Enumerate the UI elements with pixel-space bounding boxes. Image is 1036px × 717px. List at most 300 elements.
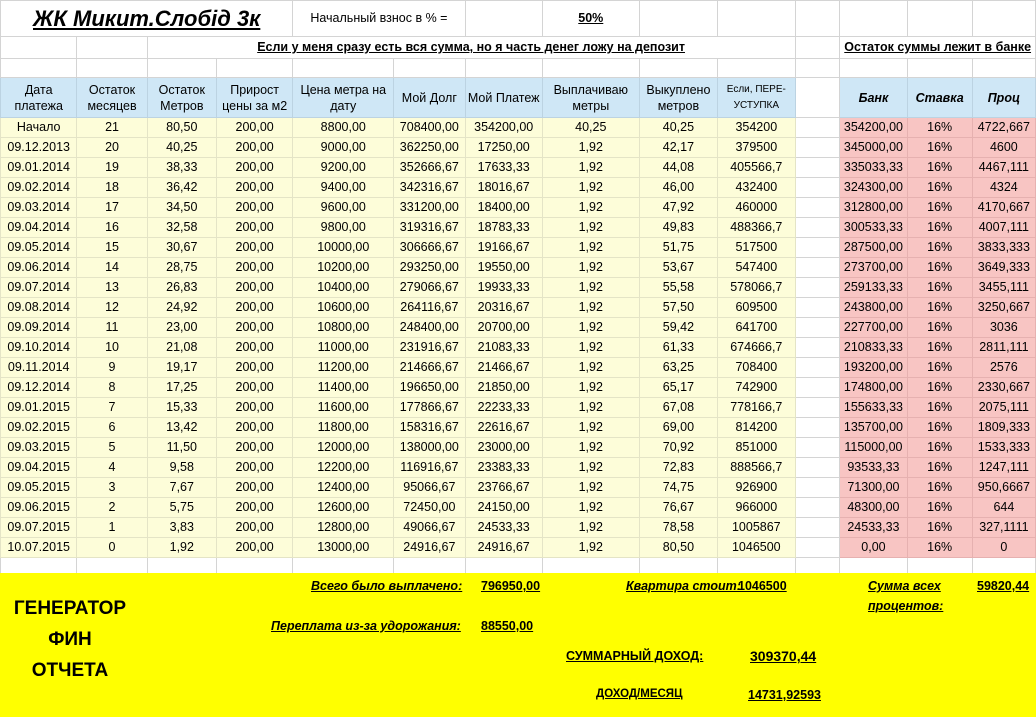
cell-rate[interactable]: 16%	[907, 518, 972, 538]
cell-bought[interactable]: 59,42	[639, 318, 717, 338]
cell-pay-meters[interactable]: 1,92	[542, 518, 639, 538]
cell-meters[interactable]: 24,92	[147, 298, 216, 318]
cell-bought[interactable]: 44,08	[639, 158, 717, 178]
cell-resale[interactable]: 488366,7	[718, 218, 795, 238]
cell-months[interactable]: 5	[77, 438, 147, 458]
generator-line-2: ФИН	[48, 629, 92, 650]
cell-months[interactable]: 11	[77, 318, 147, 338]
cell-price[interactable]: 12400,00	[293, 478, 394, 498]
cell-bank[interactable]: 273700,00	[840, 258, 907, 278]
cell-meters[interactable]: 13,42	[147, 418, 216, 438]
cell-date[interactable]: 09.09.2014	[1, 318, 77, 338]
cell-resale[interactable]: 432400	[718, 178, 795, 198]
cell-pay-meters[interactable]: 1,92	[542, 458, 639, 478]
cell-debt[interactable]: 49066,67	[394, 518, 465, 538]
cell-date[interactable]: 09.02.2014	[1, 178, 77, 198]
cell-resale[interactable]: 851000	[718, 438, 795, 458]
cell-debt[interactable]: 138000,00	[394, 438, 465, 458]
cell-price[interactable]: 9400,00	[293, 178, 394, 198]
header-interest: Проц	[972, 78, 1035, 118]
cell-growth[interactable]: 200,00	[216, 158, 292, 178]
cell-bank[interactable]: 227700,00	[840, 318, 907, 338]
cell-pay-meters[interactable]: 1,92	[542, 478, 639, 498]
cell-interest[interactable]: 1809,333	[972, 418, 1035, 438]
cell-debt[interactable]: 352666,67	[394, 158, 465, 178]
cell-bank[interactable]: 48300,00	[840, 498, 907, 518]
cell-months[interactable]: 16	[77, 218, 147, 238]
cell-bank[interactable]: 243800,00	[840, 298, 907, 318]
cell-meters[interactable]: 3,83	[147, 518, 216, 538]
cell-pay-meters[interactable]: 1,92	[542, 258, 639, 278]
cell-bank[interactable]: 135700,00	[840, 418, 907, 438]
table-row	[1, 218, 1036, 238]
cell-date[interactable]: 09.06.2015	[1, 498, 77, 518]
cell-date[interactable]: 09.07.2014	[1, 278, 77, 298]
cell-bought[interactable]: 51,75	[639, 238, 717, 258]
cell-growth[interactable]: 200,00	[216, 138, 292, 158]
cell-bank[interactable]: 0,00	[840, 538, 907, 558]
cell-resale[interactable]: 778166,7	[718, 398, 795, 418]
initial-payment-value[interactable]: 50%	[542, 1, 639, 37]
cell-growth[interactable]: 200,00	[216, 218, 292, 238]
cell-months[interactable]: 20	[77, 138, 147, 158]
cell-interest[interactable]: 644	[972, 498, 1035, 518]
cell-bought[interactable]: 55,58	[639, 278, 717, 298]
cell-bought[interactable]: 47,92	[639, 198, 717, 218]
cell-bought[interactable]: 80,50	[639, 538, 717, 558]
cell-price[interactable]: 11000,00	[293, 338, 394, 358]
cell-bank[interactable]: 24533,33	[840, 518, 907, 538]
cell-interest[interactable]: 4600	[972, 138, 1035, 158]
cell-months[interactable]: 14	[77, 258, 147, 278]
cell-price[interactable]: 10600,00	[293, 298, 394, 318]
cell-bought[interactable]: 40,25	[639, 118, 717, 138]
cell-resale[interactable]: 547400	[718, 258, 795, 278]
cell-months[interactable]: 10	[77, 338, 147, 358]
cell-interest[interactable]: 327,1111	[972, 518, 1035, 538]
cell-date[interactable]: 09.12.2014	[1, 378, 77, 398]
cell-growth[interactable]: 200,00	[216, 498, 292, 518]
cell-debt[interactable]: 331200,00	[394, 198, 465, 218]
cell-pay-meters[interactable]: 1,92	[542, 298, 639, 318]
cell-growth[interactable]: 200,00	[216, 378, 292, 398]
cell-price[interactable]: 11400,00	[293, 378, 394, 398]
cell-months[interactable]: 7	[77, 398, 147, 418]
cell-months[interactable]: 0	[77, 538, 147, 558]
cell-resale[interactable]: 460000	[718, 198, 795, 218]
cell-rate[interactable]: 16%	[907, 138, 972, 158]
cell-growth[interactable]: 200,00	[216, 518, 292, 538]
cell-bank[interactable]: 312800,00	[840, 198, 907, 218]
cell-growth[interactable]: 200,00	[216, 278, 292, 298]
cell-debt[interactable]: 24916,67	[394, 538, 465, 558]
cell-price[interactable]: 12600,00	[293, 498, 394, 518]
cell-date[interactable]: 09.04.2015	[1, 458, 77, 478]
cell-meters[interactable]: 36,42	[147, 178, 216, 198]
cell-interest[interactable]: 2811,111	[972, 338, 1035, 358]
cell-payment[interactable]: 24916,67	[465, 538, 542, 558]
cell-rate[interactable]: 16%	[907, 358, 972, 378]
cell-pay-meters[interactable]: 1,92	[542, 198, 639, 218]
cell-meters[interactable]: 17,25	[147, 378, 216, 398]
table-row	[1, 378, 1036, 398]
cell-price[interactable]: 11200,00	[293, 358, 394, 378]
cell-months[interactable]: 12	[77, 298, 147, 318]
cell-rate[interactable]: 16%	[907, 338, 972, 358]
cell-bank[interactable]: 287500,00	[840, 238, 907, 258]
cell-debt[interactable]: 158316,67	[394, 418, 465, 438]
cell-bought[interactable]: 65,17	[639, 378, 717, 398]
cell-meters[interactable]: 5,75	[147, 498, 216, 518]
cell-months[interactable]: 19	[77, 158, 147, 178]
cell-bank[interactable]: 93533,33	[840, 458, 907, 478]
cell-rate[interactable]: 16%	[907, 258, 972, 278]
cell-interest[interactable]: 2330,667	[972, 378, 1035, 398]
cell-payment[interactable]: 24533,33	[465, 518, 542, 538]
cell-months[interactable]: 6	[77, 418, 147, 438]
cell-interest[interactable]: 4007,111	[972, 218, 1035, 238]
cell-resale[interactable]: 405566,7	[718, 158, 795, 178]
cell-date[interactable]: 09.03.2015	[1, 438, 77, 458]
cell-bought[interactable]: 76,67	[639, 498, 717, 518]
cell-debt[interactable]: 708400,00	[394, 118, 465, 138]
overpay-value[interactable]: 88550,00	[481, 619, 534, 633]
cell-payment[interactable]: 21850,00	[465, 378, 542, 398]
cell-payment[interactable]: 22233,33	[465, 398, 542, 418]
cell-bought[interactable]: 70,92	[639, 438, 717, 458]
cell-rate[interactable]: 16%	[907, 438, 972, 458]
cell-resale[interactable]: 708400	[718, 358, 795, 378]
cell-payment[interactable]: 19933,33	[465, 278, 542, 298]
cell-meters[interactable]: 1,92	[147, 538, 216, 558]
cell-resale[interactable]: 1046500	[718, 538, 795, 558]
cell-debt[interactable]: 319316,67	[394, 218, 465, 238]
cell-pay-meters[interactable]: 1,92	[542, 318, 639, 338]
cell-price[interactable]: 12800,00	[293, 518, 394, 538]
cell-growth[interactable]: 200,00	[216, 198, 292, 218]
cell-meters[interactable]: 15,33	[147, 398, 216, 418]
cell-debt[interactable]: 264116,67	[394, 298, 465, 318]
cell-bought[interactable]: 42,17	[639, 138, 717, 158]
cell-resale[interactable]: 888566,7	[718, 458, 795, 478]
cell-payment[interactable]: 23383,33	[465, 458, 542, 478]
cell-debt[interactable]: 306666,67	[394, 238, 465, 258]
cell-growth[interactable]: 200,00	[216, 438, 292, 458]
cell-interest[interactable]: 0	[972, 538, 1035, 558]
cell-price[interactable]: 10800,00	[293, 318, 394, 338]
cell-debt[interactable]: 362250,00	[394, 138, 465, 158]
cell-interest[interactable]: 1247,111	[972, 458, 1035, 478]
cell-pay-meters[interactable]: 1,92	[542, 278, 639, 298]
cell-payment[interactable]: 18016,67	[465, 178, 542, 198]
table-row	[1, 358, 1036, 378]
cell-payment[interactable]: 354200,00	[465, 118, 542, 138]
cell-pay-meters[interactable]: 1,92	[542, 438, 639, 458]
cell-interest[interactable]: 3455,111	[972, 278, 1035, 298]
cell-date[interactable]: 10.07.2015	[1, 538, 77, 558]
cell-meters[interactable]: 34,50	[147, 198, 216, 218]
cell-interest[interactable]: 4467,111	[972, 158, 1035, 178]
cell-resale[interactable]: 609500	[718, 298, 795, 318]
cell-debt[interactable]: 196650,00	[394, 378, 465, 398]
cell-price[interactable]: 9000,00	[293, 138, 394, 158]
cell-bought[interactable]: 69,00	[639, 418, 717, 438]
cell-interest[interactable]: 950,6667	[972, 478, 1035, 498]
cell-growth[interactable]: 200,00	[216, 538, 292, 558]
cell-rate[interactable]: 16%	[907, 118, 972, 138]
cell-price[interactable]: 11800,00	[293, 418, 394, 438]
cell-interest[interactable]: 3250,667	[972, 298, 1035, 318]
cell-debt[interactable]: 116916,67	[394, 458, 465, 478]
cell-bank[interactable]: 155633,33	[840, 398, 907, 418]
cell-growth[interactable]: 200,00	[216, 398, 292, 418]
cell-rate[interactable]: 16%	[907, 498, 972, 518]
cell-rate[interactable]: 16%	[907, 298, 972, 318]
monthly-income-value[interactable]: 14731,92593	[748, 688, 821, 702]
cell-payment[interactable]: 20316,67	[465, 298, 542, 318]
cell-pay-meters[interactable]: 1,92	[542, 238, 639, 258]
cell-interest[interactable]: 2075,111	[972, 398, 1035, 418]
cell-date[interactable]: 09.12.2013	[1, 138, 77, 158]
cell-pay-meters[interactable]: 1,92	[542, 538, 639, 558]
cell-bought[interactable]: 63,25	[639, 358, 717, 378]
cell-date[interactable]: 09.06.2014	[1, 258, 77, 278]
cell-pay-meters[interactable]: 1,92	[542, 378, 639, 398]
cell-resale[interactable]: 354200	[718, 118, 795, 138]
cell-rate[interactable]: 16%	[907, 238, 972, 258]
cell-bank[interactable]: 324300,00	[840, 178, 907, 198]
cell-rate[interactable]: 16%	[907, 178, 972, 198]
cell-rate[interactable]: 16%	[907, 158, 972, 178]
cell-months[interactable]: 4	[77, 458, 147, 478]
cell-meters[interactable]: 21,08	[147, 338, 216, 358]
cell-price[interactable]: 9600,00	[293, 198, 394, 218]
cell-growth[interactable]: 200,00	[216, 418, 292, 438]
cell-bought[interactable]: 57,50	[639, 298, 717, 318]
cell-price[interactable]: 8800,00	[293, 118, 394, 138]
cell-price[interactable]: 12200,00	[293, 458, 394, 478]
cell-meters[interactable]: 80,50	[147, 118, 216, 138]
cell-meters[interactable]: 11,50	[147, 438, 216, 458]
cell-rate[interactable]: 16%	[907, 318, 972, 338]
cell-meters[interactable]: 9,58	[147, 458, 216, 478]
cell-price[interactable]: 9200,00	[293, 158, 394, 178]
cell-price[interactable]: 13000,00	[293, 538, 394, 558]
cell-resale[interactable]: 641700	[718, 318, 795, 338]
cell-payment[interactable]: 17633,33	[465, 158, 542, 178]
cell-debt[interactable]: 95066,67	[394, 478, 465, 498]
cell-bank[interactable]: 193200,00	[840, 358, 907, 378]
cell-interest[interactable]: 3833,333	[972, 238, 1035, 258]
total-income-value[interactable]: 309370,44	[750, 648, 817, 664]
cell-growth[interactable]: 200,00	[216, 298, 292, 318]
cell-months[interactable]: 8	[77, 378, 147, 398]
cell-pay-meters[interactable]: 1,92	[542, 158, 639, 178]
cell-rate[interactable]: 16%	[907, 418, 972, 438]
cell-bought[interactable]: 72,83	[639, 458, 717, 478]
cell-date[interactable]: 09.11.2014	[1, 358, 77, 378]
cell-months[interactable]: 1	[77, 518, 147, 538]
cell-rate[interactable]: 16%	[907, 398, 972, 418]
cell-meters[interactable]: 30,67	[147, 238, 216, 258]
cell-date[interactable]: 09.02.2015	[1, 418, 77, 438]
cell-bought[interactable]: 74,75	[639, 478, 717, 498]
cell-months[interactable]: 18	[77, 178, 147, 198]
cell-bought[interactable]: 49,83	[639, 218, 717, 238]
cell-bank[interactable]: 71300,00	[840, 478, 907, 498]
cell-meters[interactable]: 40,25	[147, 138, 216, 158]
cell-price[interactable]: 10200,00	[293, 258, 394, 278]
cell-meters[interactable]: 26,83	[147, 278, 216, 298]
cell-payment[interactable]: 21083,33	[465, 338, 542, 358]
cell-pay-meters[interactable]: 1,92	[542, 338, 639, 358]
cell-interest[interactable]: 4324	[972, 178, 1035, 198]
cell-bought[interactable]: 78,58	[639, 518, 717, 538]
cell-months[interactable]: 3	[77, 478, 147, 498]
cell-date[interactable]: 09.05.2015	[1, 478, 77, 498]
cell-growth[interactable]: 200,00	[216, 178, 292, 198]
cell-bank[interactable]: 210833,33	[840, 338, 907, 358]
cell-price[interactable]: 12000,00	[293, 438, 394, 458]
cell-rate[interactable]: 16%	[907, 278, 972, 298]
cell-months[interactable]: 13	[77, 278, 147, 298]
cell-debt[interactable]: 248400,00	[394, 318, 465, 338]
cell-months[interactable]: 21	[77, 118, 147, 138]
cell-meters[interactable]: 23,00	[147, 318, 216, 338]
cell-months[interactable]: 2	[77, 498, 147, 518]
cell-interest[interactable]: 4170,667	[972, 198, 1035, 218]
cell-growth[interactable]: 200,00	[216, 338, 292, 358]
cell-pay-meters[interactable]: 1,92	[542, 398, 639, 418]
cell-bank[interactable]: 335033,33	[840, 158, 907, 178]
cell-debt[interactable]: 231916,67	[394, 338, 465, 358]
cell-rate[interactable]: 16%	[907, 198, 972, 218]
cell-interest[interactable]: 3649,333	[972, 258, 1035, 278]
cell-interest[interactable]: 4722,667	[972, 118, 1035, 138]
cell-price[interactable]: 9800,00	[293, 218, 394, 238]
cell-pay-meters[interactable]: 1,92	[542, 358, 639, 378]
cell-resale[interactable]: 1005867	[718, 518, 795, 538]
cell-resale[interactable]: 814200	[718, 418, 795, 438]
cell-rate[interactable]: 16%	[907, 458, 972, 478]
cell-rate[interactable]: 16%	[907, 538, 972, 558]
cell-rate[interactable]: 16%	[907, 218, 972, 238]
apartment-cost-value[interactable]: 1046500	[738, 579, 787, 593]
cell-growth[interactable]: 200,00	[216, 238, 292, 258]
cell-debt[interactable]: 177866,67	[394, 398, 465, 418]
cell-resale[interactable]: 674666,7	[718, 338, 795, 358]
cell-meters[interactable]: 28,75	[147, 258, 216, 278]
header-months: Остаток месяцев	[77, 78, 147, 118]
cell-price[interactable]: 10400,00	[293, 278, 394, 298]
cell-date[interactable]: 09.07.2015	[1, 518, 77, 538]
cell-bought[interactable]: 53,67	[639, 258, 717, 278]
cell-growth[interactable]: 200,00	[216, 318, 292, 338]
cell-pay-meters[interactable]: 1,92	[542, 178, 639, 198]
table-row	[1, 538, 1036, 558]
cell-bought[interactable]: 67,08	[639, 398, 717, 418]
cell-bank[interactable]: 259133,33	[840, 278, 907, 298]
cell-bought[interactable]: 61,33	[639, 338, 717, 358]
cell-months[interactable]: 15	[77, 238, 147, 258]
cell-resale[interactable]: 926900	[718, 478, 795, 498]
cell-bank[interactable]: 115000,00	[840, 438, 907, 458]
cell-bank[interactable]: 174800,00	[840, 378, 907, 398]
cell-bought[interactable]: 46,00	[639, 178, 717, 198]
cell-meters[interactable]: 19,17	[147, 358, 216, 378]
cell-debt[interactable]: 72450,00	[394, 498, 465, 518]
cell-date[interactable]: 09.04.2014	[1, 218, 77, 238]
cell-bank[interactable]: 354200,00	[840, 118, 907, 138]
cell-payment[interactable]: 22616,67	[465, 418, 542, 438]
cell-resale[interactable]: 966000	[718, 498, 795, 518]
cell-payment[interactable]: 19550,00	[465, 258, 542, 278]
cell-growth[interactable]: 200,00	[216, 478, 292, 498]
cell-interest[interactable]: 2576	[972, 358, 1035, 378]
cell-meters[interactable]: 7,67	[147, 478, 216, 498]
cell-months[interactable]: 9	[77, 358, 147, 378]
cell-bank[interactable]: 300533,33	[840, 218, 907, 238]
cell-debt[interactable]: 342316,67	[394, 178, 465, 198]
cell-date[interactable]: 09.10.2014	[1, 338, 77, 358]
cell-rate[interactable]: 16%	[907, 478, 972, 498]
cell-meters[interactable]: 32,58	[147, 218, 216, 238]
cell-pay-meters[interactable]: 1,92	[542, 418, 639, 438]
cell-pay-meters[interactable]: 1,92	[542, 498, 639, 518]
cell-pay-meters[interactable]: 40,25	[542, 118, 639, 138]
cell-payment[interactable]: 23000,00	[465, 438, 542, 458]
cell-date[interactable]: 09.08.2014	[1, 298, 77, 318]
cell-growth[interactable]: 200,00	[216, 358, 292, 378]
cell-payment[interactable]: 23766,67	[465, 478, 542, 498]
cell-growth[interactable]: 200,00	[216, 118, 292, 138]
interest-sum-value[interactable]: 59820,44	[977, 579, 1030, 593]
cell-date[interactable]: 09.01.2015	[1, 398, 77, 418]
cell-pay-meters[interactable]: 1,92	[542, 138, 639, 158]
cell-resale[interactable]: 379500	[718, 138, 795, 158]
cell-payment[interactable]: 19166,67	[465, 238, 542, 258]
cell-payment[interactable]: 17250,00	[465, 138, 542, 158]
cell-growth[interactable]: 200,00	[216, 258, 292, 278]
cell-interest[interactable]: 1533,333	[972, 438, 1035, 458]
cell-date[interactable]: Начало	[1, 118, 77, 138]
cell-growth[interactable]: 200,00	[216, 458, 292, 478]
cell-resale[interactable]: 578066,7	[718, 278, 795, 298]
cell-date[interactable]: 09.01.2014	[1, 158, 77, 178]
cell-payment[interactable]: 20700,00	[465, 318, 542, 338]
cell-debt[interactable]: 293250,00	[394, 258, 465, 278]
total-paid-value[interactable]: 796950,00	[481, 579, 541, 593]
cell-payment[interactable]: 18783,33	[465, 218, 542, 238]
cell-date[interactable]: 09.05.2014	[1, 238, 77, 258]
cell-price[interactable]: 10000,00	[293, 238, 394, 258]
cell-debt[interactable]: 279066,67	[394, 278, 465, 298]
cell-debt[interactable]: 214666,67	[394, 358, 465, 378]
cell-payment[interactable]: 21466,67	[465, 358, 542, 378]
cell-meters[interactable]: 38,33	[147, 158, 216, 178]
cell-price[interactable]: 11600,00	[293, 398, 394, 418]
cell-months[interactable]: 17	[77, 198, 147, 218]
cell-rate[interactable]: 16%	[907, 378, 972, 398]
cell-pay-meters[interactable]: 1,92	[542, 218, 639, 238]
cell-resale[interactable]: 742900	[718, 378, 795, 398]
cell-bank[interactable]: 345000,00	[840, 138, 907, 158]
cell-resale[interactable]: 517500	[718, 238, 795, 258]
cell-date[interactable]: 09.03.2014	[1, 198, 77, 218]
cell-payment[interactable]: 18400,00	[465, 198, 542, 218]
cell-interest[interactable]: 3036	[972, 318, 1035, 338]
cell-payment[interactable]: 24150,00	[465, 498, 542, 518]
